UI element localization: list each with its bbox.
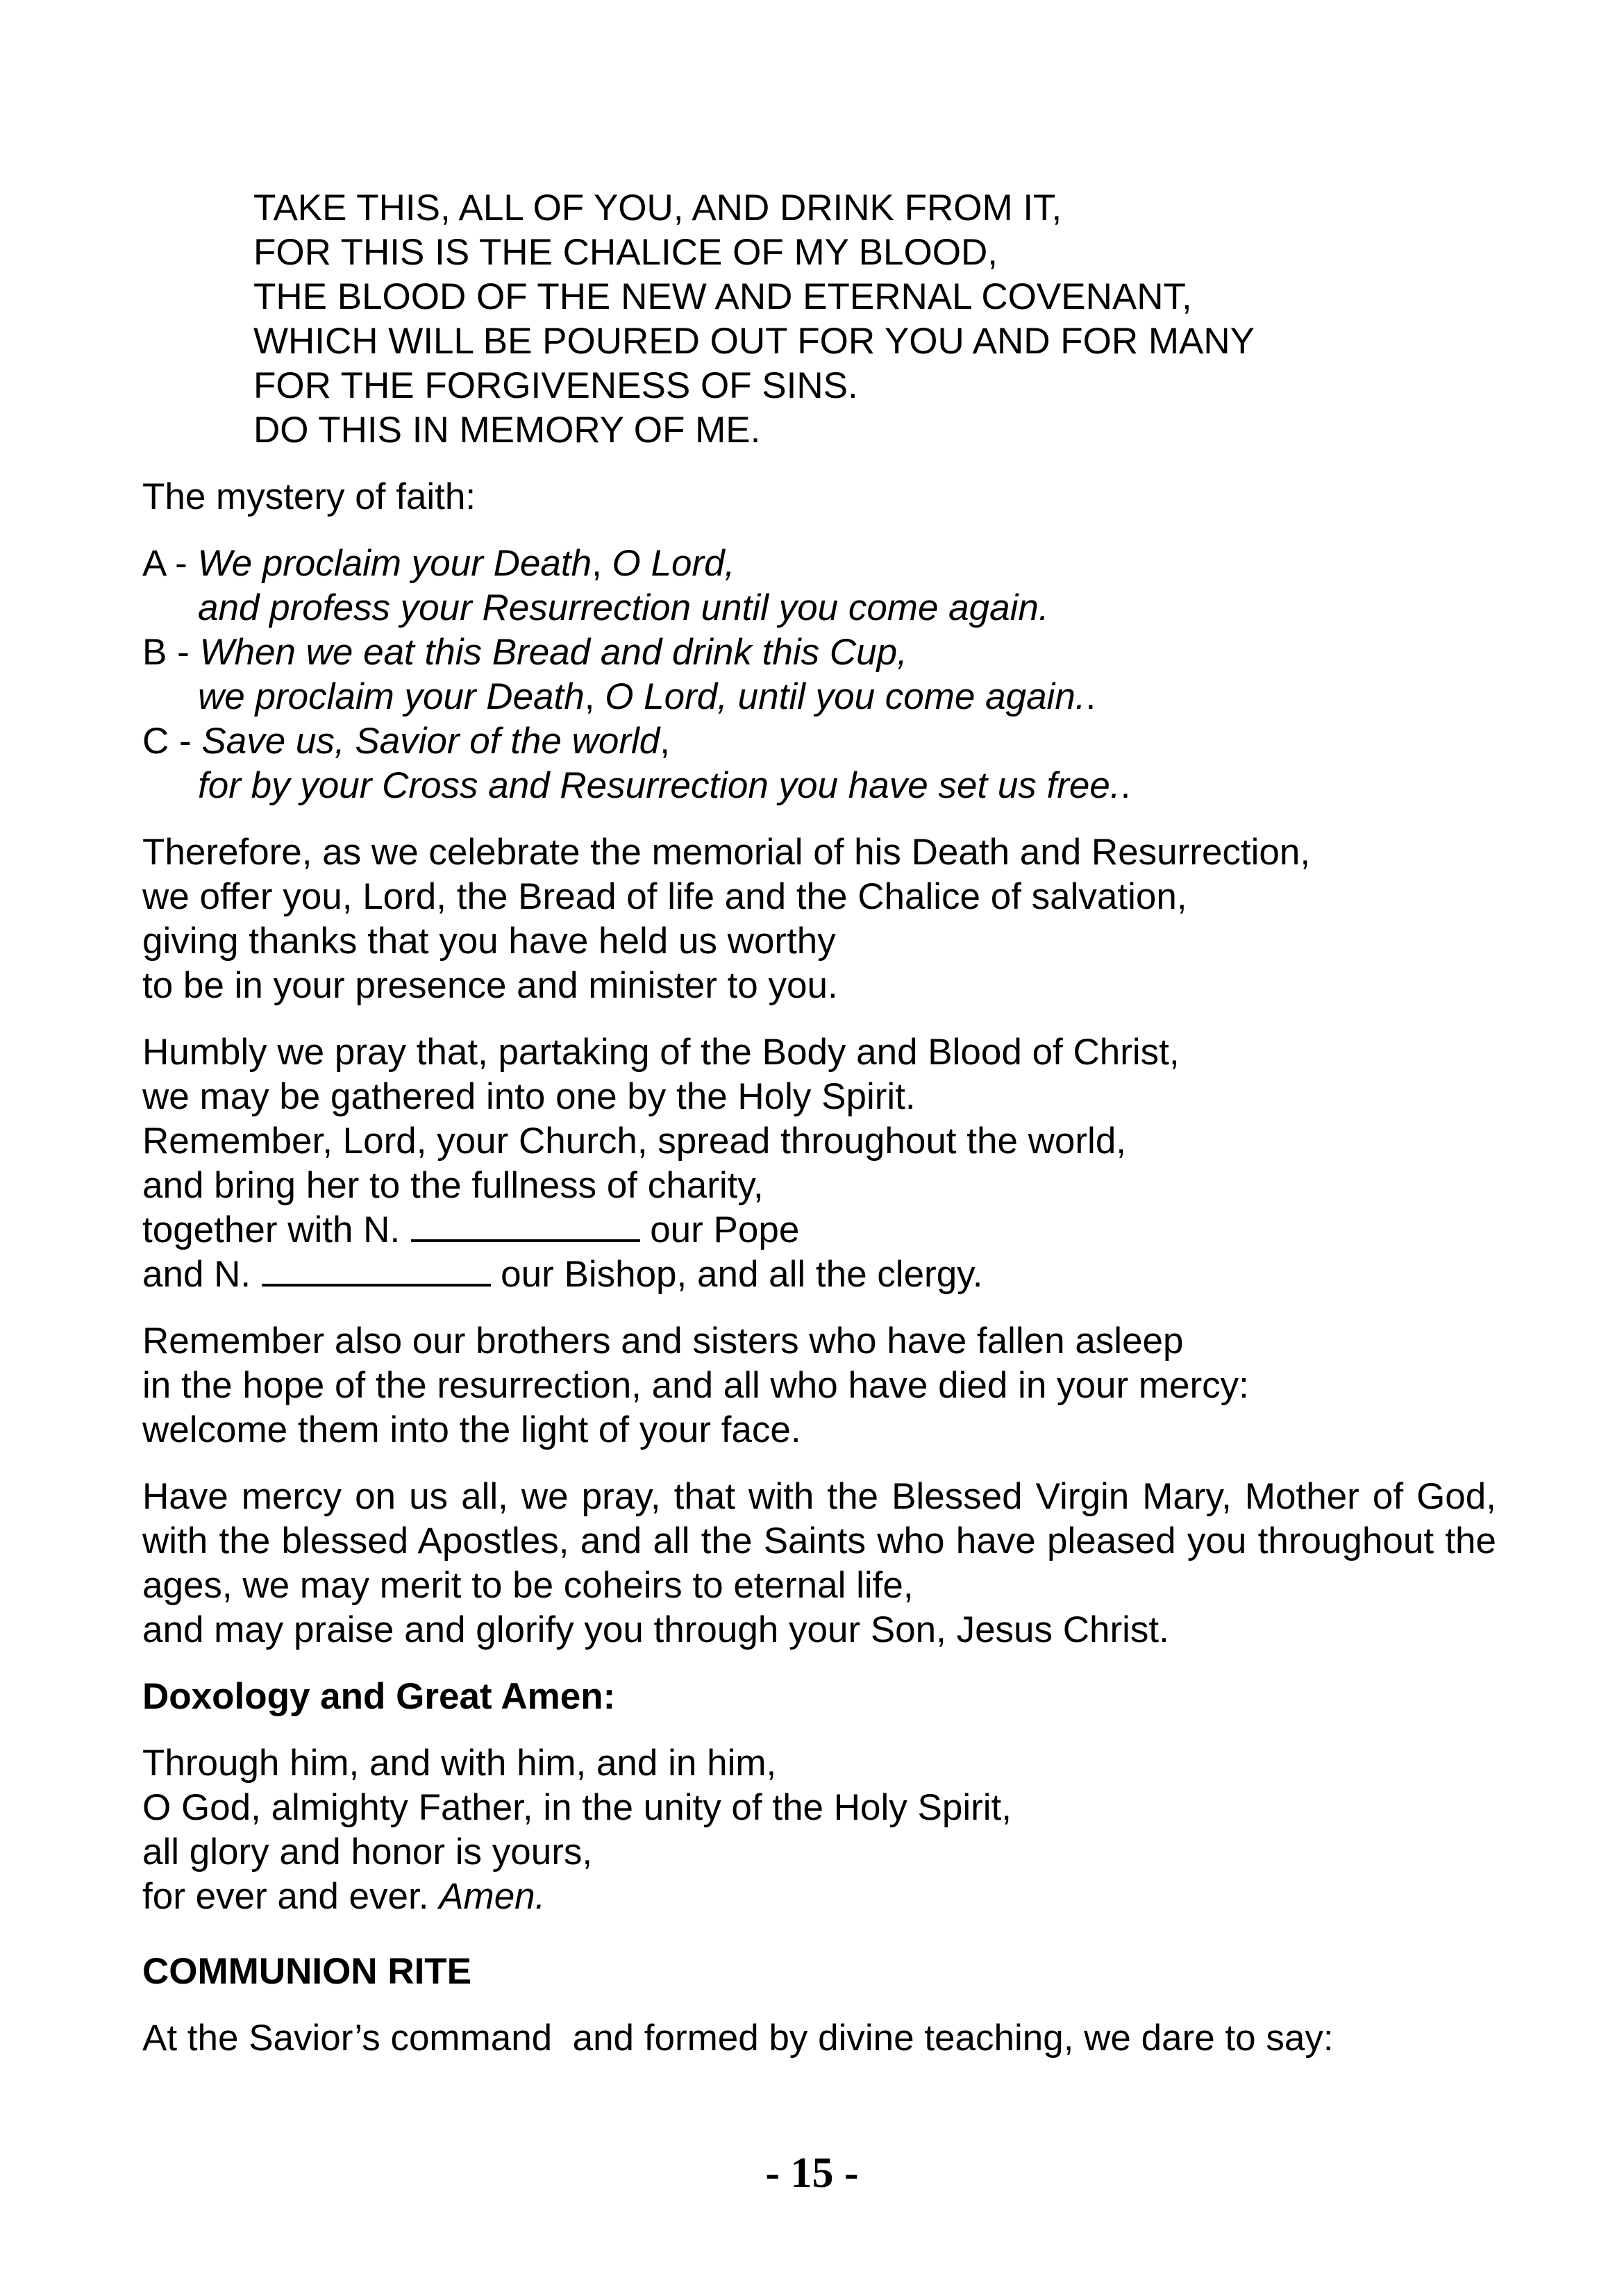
consecration-line: TAKE THIS, ALL OF YOU, AND DRINK FROM IT, [253, 187, 1062, 228]
pope-prefix: together with N. [142, 1209, 401, 1250]
communion-rite-heading: COMMUNION RITE [142, 1951, 472, 1992]
paragraph-line: At the Savior’s command and formed by divine teaching, we dare to say: [142, 2018, 1334, 2059]
doxology-heading: Doxology and Great Amen: [142, 1676, 616, 1717]
paragraph-line: Therefore, as we celebrate the memorial of his Death and Resurrection, [142, 832, 1311, 873]
paragraph-line: Remember, Lord, your Church, spread throughout the world, [142, 1121, 1127, 1162]
acclamation-text: for by your Cross and Resurrection you have set us free. [198, 765, 1121, 806]
pope-name-blank [411, 1209, 640, 1242]
paragraph-line: Remember also our brothers and sisters who have fallen asleep [142, 1321, 1184, 1361]
acclamation-text: We proclaim your Death [197, 543, 592, 584]
consecration-line: FOR THIS IS THE CHALICE OF MY BLOOD, [253, 232, 998, 273]
amen-word: Amen. [439, 1876, 546, 1917]
intercessions-paragraph [142, 1030, 1496, 1297]
consecration-line: FOR THE FORGIVENESS OF SINS. [253, 365, 858, 406]
consecration-text [142, 186, 1496, 453]
paragraph-line: giving thanks that you have held us worthy [142, 921, 836, 962]
paragraph-line: welcome them into the light of your face. [142, 1409, 801, 1450]
acclamation-c-line-1 [142, 719, 1496, 764]
acclamation-b-line-1 [142, 630, 1496, 675]
acclamation-a-line-2: and profess your Resurrection until you come again. [198, 587, 1049, 628]
paragraph-line: in the hope of the resurrection, and all who have died in your mercy: [142, 1365, 1249, 1406]
acclamation-period: . [1120, 765, 1131, 806]
acclamation-period: . [1085, 676, 1096, 717]
paragraph-line: to be in your presence and minister to you. [142, 965, 838, 1006]
acclamation-c-line-2 [142, 764, 1496, 808]
acclamation-text: we proclaim your Death [198, 676, 585, 717]
acclamation-text: When we eat this Bread and drink this Cup, [199, 632, 907, 673]
page-number: - 15 - [765, 2150, 859, 2197]
paragraph-line: we may be gathered into one by the Holy Spirit. [142, 1076, 916, 1117]
paragraph-line: Through him, and with him, and in him, [142, 1743, 777, 1784]
acclamation-letter: A - [142, 543, 198, 584]
paragraph-line: and may praise and glorify you through your Son, Jesus Christ. [142, 1609, 1169, 1650]
communion-rite-paragraph [142, 2016, 1496, 2061]
amen-prefix: for ever and ever. [142, 1876, 440, 1917]
acclamations [142, 542, 1496, 808]
saints-justified-text: Have mercy on us all, we pray, that with the Blessed Virgin Mary, Mother of God, with the blessed Apostles, and all the Saints who have pleased you throughout the ages, we may merit to be coheirs to eternal life, [142, 1476, 1496, 1606]
acclamation-letter: B - [142, 632, 200, 673]
mystery-of-faith-heading [142, 475, 1496, 519]
paragraph-line: O God, almighty Father, in the unity of the Holy Spirit, [142, 1787, 1012, 1828]
consecration-line: WHICH WILL BE POURED OUT FOR YOU AND FOR MANY [253, 321, 1255, 362]
acclamation-text: O Lord, until you come again. [605, 676, 1086, 717]
consecration-line: DO THIS IN MEMORY OF ME. [253, 410, 761, 451]
bishop-line [142, 1252, 1496, 1297]
paragraph-line: all glory and honor is yours, [142, 1832, 593, 1872]
acclamation-b-line-2 [142, 675, 1496, 719]
bishop-name-blank [262, 1253, 491, 1287]
acclamation-separator: , [584, 676, 605, 717]
saints-paragraph [142, 1475, 1496, 1652]
acclamation-letter: C - [142, 721, 202, 762]
acclamation-text: Save us, Savior of the world [201, 721, 660, 762]
amen-line [142, 1875, 1496, 1919]
doxology-paragraph [142, 1741, 1496, 1919]
departed-paragraph [142, 1319, 1496, 1452]
pope-line [142, 1208, 1496, 1252]
paragraph-line: and bring her to the fullness of charity, [142, 1165, 764, 1206]
acclamation-a-line-1 [142, 542, 1496, 586]
bishop-suffix: our Bishop, and all the clergy. [501, 1254, 983, 1295]
bishop-prefix: and N. [142, 1254, 251, 1295]
pope-suffix: our Pope [650, 1209, 800, 1250]
document-page [142, 186, 1496, 2061]
acclamation-separator: , [592, 543, 612, 584]
acclamation-separator: , [660, 721, 670, 762]
acclamation-text: O Lord, [612, 543, 735, 584]
paragraph-line: we offer you, Lord, the Bread of life and the Chalice of salvation, [142, 876, 1187, 917]
paragraph-line: Humbly we pray that, partaking of the Body and Blood of Christ, [142, 1032, 1180, 1073]
mystery-of-faith-label: The mystery of faith: [142, 476, 476, 517]
consecration-line: THE BLOOD OF THE NEW AND ETERNAL COVENANT, [253, 276, 1192, 317]
anamnesis-paragraph [142, 830, 1496, 1008]
